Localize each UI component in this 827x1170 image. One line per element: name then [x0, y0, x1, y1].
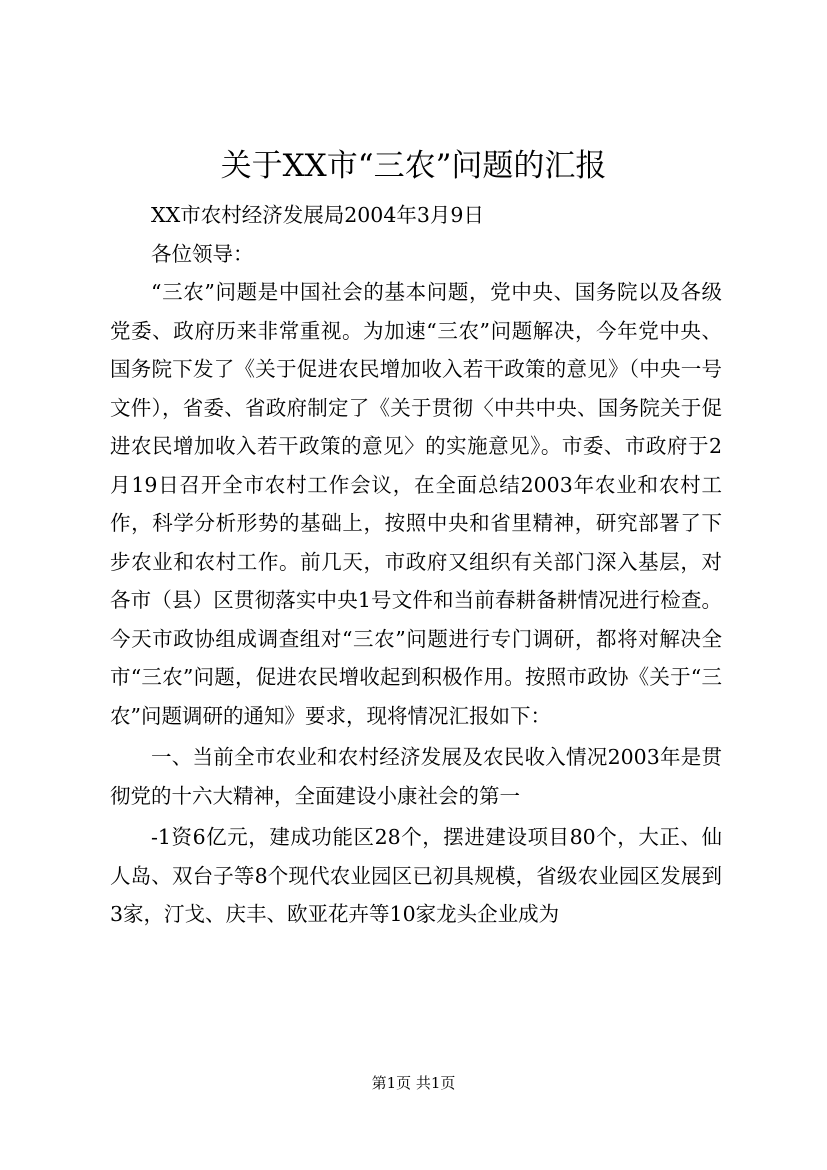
paragraph-continuation: -1资6亿元，建成功能区28个，摆进建设项目80个，大正、仙人岛、双台子等8个现代农业园区已初具规模，省级农业园区发展到3家，汀戈、庆丰、欧亚花卉等10家龙头企业成为 [110, 825, 722, 926]
page-footer: 第1页 共1页 [371, 1074, 456, 1092]
paragraph-intro: “三农”问题是中国社会的基本问题，党中央、国务院以及各级党委、政府历来非常重视。为加速“三农”问题解决，今年党中央、国务院下发了《关于促进农民增加收入若干政策的意见》（中央一号文件），省委、省政府制定了《关于贯彻〈中共中央、国务院关于促进农民增加收入若干政策的意见〉的实施意见》。市委、市政府于2月19日召开全市农村工作会议，在全面总结2003年农业和农村工作，科学分析形势的基础上，按照中央和省里精神，研究部署了下步农业和农村工作。前几天，市政府又组织有关部门深入基层，对各市（县）区贯彻落实中央1号文件和当前春耕备耕情况进行检查。今天市政协组成调查组对“三农”问题进行专门调研，都将对解决全市“三农”问题，促进农民增收起到积极作用。按照市政协《关于“三农”问题调研的通知》要求，现将情况汇报如下： [110, 280, 722, 728]
document-title: 关于XX市“三农”问题的汇报 [220, 148, 607, 184]
document-body [110, 196, 722, 934]
paragraph-section-one: 一、当前全市农业和农村经济发展及农民收入情况2003年是贯彻党的十六大精神，全面建设小康社会的第一 [110, 745, 722, 808]
byline: XX市农村经济发展局2004年3月9日 [151, 203, 484, 227]
salutation: 各位领导： [151, 241, 254, 266]
